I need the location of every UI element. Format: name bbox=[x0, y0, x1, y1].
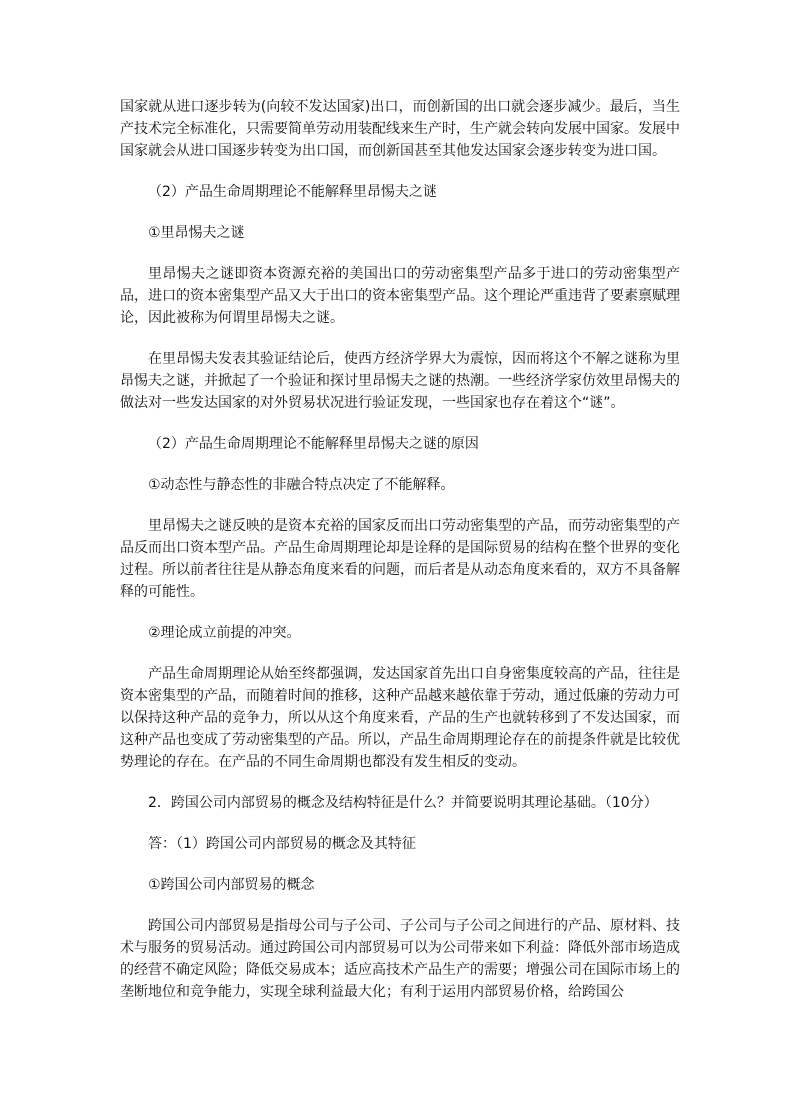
paragraph: 跨国公司内部贸易是指母公司与子公司、子公司与子公司之间进行的产品、原材料、技术与服务的贸易活动。通过跨国公司内部贸易可以为公司带来如下利益：降低外部市场造成的经营不确定风险；降低交易成本；适应高技术产品生产的需要；增强公司在国际市场上的垄断地位和竞争能力，实现全球利益最大化；有利于运用内部贸易价格，给跨国公 bbox=[120, 918, 680, 1000]
paragraph: 里昂惕夫之谜反映的是资本充裕的国家反而出口劳动密集型的产品，而劳动密集型的产品反而出口资本型产品。产品生命周期理论却是诠释的是国际贸易的结构在整个世界的变化过程。所以前者往往是从静态角度来看的问题，而后者是从动态角度来看的，双方不具备解释的可能性。 bbox=[120, 518, 680, 600]
document-page bbox=[120, 96, 680, 1022]
answer-heading: 答：（1）跨国公司内部贸易的概念及其特征 bbox=[148, 836, 416, 852]
subsection-heading: ①动态性与静态性的非融合特点决定了不能解释。 bbox=[148, 477, 455, 493]
subsection-heading: ①跨国公司内部贸易的概念 bbox=[148, 877, 315, 893]
section-heading: （2）产品生命周期理论不能解释里昂惕夫之谜的原因 bbox=[148, 436, 479, 452]
subsection-heading: ②理论成立前提的冲突。 bbox=[148, 625, 301, 641]
subsection-heading: ①里昂惕夫之谜 bbox=[148, 225, 245, 241]
paragraph-continuation: 国家就从进口逐步转为(向较不发达国家)出口，而创新国的出口就会逐步减少。最后，当生产技术完全标准化，只需要简单劳动用装配线来生产时，生产就会转向发展中国家。发展中国家就会从进口国逐步转变为出口国，而创新国甚至其他发达国家会逐步转变为进口国。 bbox=[120, 99, 680, 159]
question-heading: 2．跨国公司内部贸易的概念及结构特征是什么？并简要说明其理论基础。（10分） bbox=[148, 795, 658, 811]
paragraph: 在里昂惕夫发表其验证结论后，使西方经济学界大为震惊，因而将这个不解之谜称为里昂惕夫之谜，并掀起了一个验证和探讨里昂惕夫之谜的热潮。一些经济学家仿效里昂惕夫的做法对一些发达国家的对外贸易状况进行验证发现，一些国家也存在着这个“谜”。 bbox=[120, 351, 680, 411]
section-heading: （2）产品生命周期理论不能解释里昂惕夫之谜 bbox=[148, 184, 437, 200]
paragraph: 里昂惕夫之谜即资本资源充裕的美国出口的劳动密集型产品多于进口的劳动密集型产品，进口的资本密集型产品又大于出口的资本密集型产品。这个理论严重违背了要素禀赋理论，因此被称为何谓里昂惕夫之谜。 bbox=[120, 266, 680, 326]
paragraph: 产品生命周期理论从始至终都强调，发达国家首先出口自身密集度较高的产品，往往是资本密集型的产品，而随着时间的推移，这种产品越来越依靠于劳动，通过低廉的劳动力可以保持这种产品的竞争力，所以从这个角度来看，产品的生产也就转移到了不发达国家，而这种产品也变成了劳动密集型的产品。所以，产品生命周期理论存在的前提条件就是比较优势理论的存在。在产品的不同生命周期也都没有发生相反的变动。 bbox=[120, 666, 680, 770]
